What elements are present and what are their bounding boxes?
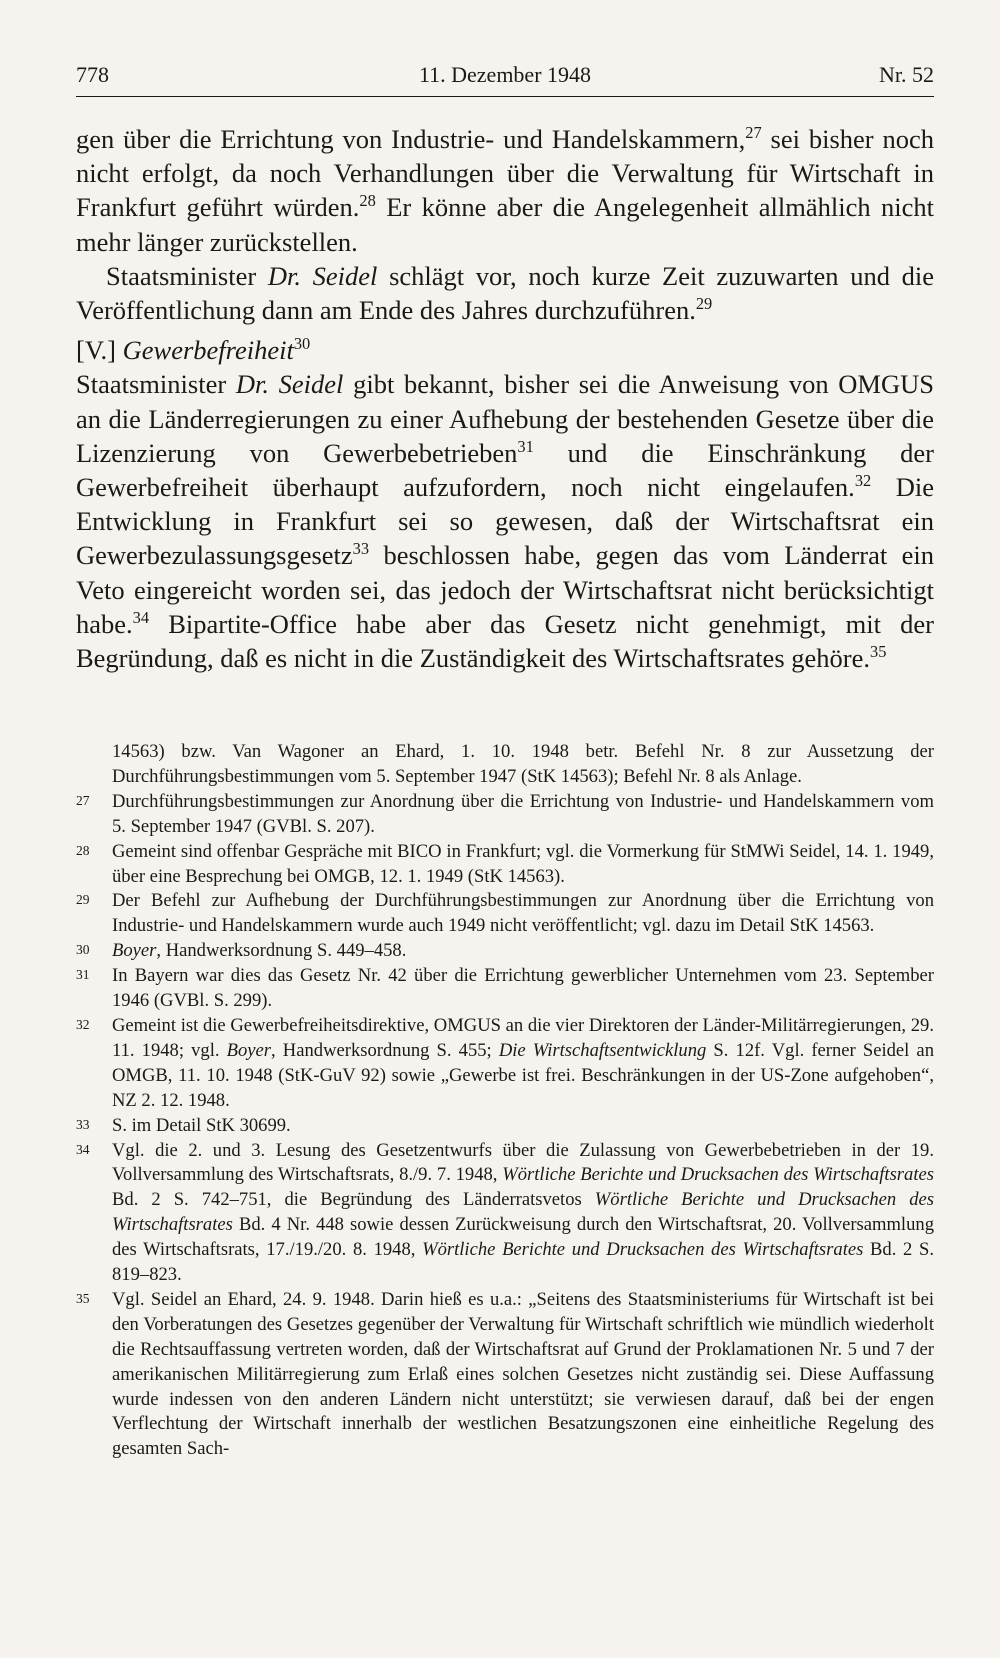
footnote-35 [76, 1288, 934, 1462]
text-span: Staatsminister [76, 369, 236, 400]
footnote-author: Boyer [112, 940, 157, 962]
footnote-30 [76, 939, 934, 964]
footnote-31 [76, 964, 934, 1014]
speaker-name: Dr. Seidel [267, 260, 378, 291]
text-span: und die Einschränkung der Gewerbefreiheit überhaupt aufzufordern, noch nicht eingelaufen. [76, 437, 934, 503]
footnote-work-title: Wörtliche Berichte und Drucksachen des Wirtschaftsrates [112, 1189, 935, 1236]
footnote-ref-31: 31 [517, 436, 534, 456]
text-span: Die Entwicklung in Frankfurt sei so gewesen, daß der Wirtschaftsrat ein Gewerbezulassungsgesetz [76, 472, 934, 571]
footnote-number: 31 [76, 967, 90, 983]
footnote-text: Gemeint sind offenbar Gespräche mit BICO in Frankfurt; vgl. die Vormerkung für StMWi Seidel, 14. 1. 1949, über eine Besprechung bei OMGB, 12. 1. 1949 (StK 14563). [112, 840, 934, 887]
running-head [76, 58, 934, 92]
footnote-work-title: Die Wirtschaftsentwicklung [498, 1039, 707, 1061]
text-span: sei bisher noch nicht erfolgt, da noch Verhandlungen über die Verwaltung für Wirtschaft in Frankfurt geführt würden. [76, 124, 934, 223]
footnote-text: Bd. 2 S. 742–751, die Begründung des Länderratsvetos [112, 1189, 595, 1211]
text-span: Bipartite-Office habe aber das Gesetz nicht genehmigt, mit der Begründung, daß es nicht in die Zuständigkeit des Wirtschaftsrates gehöre. [76, 608, 934, 674]
paragraph-3 [76, 367, 934, 675]
footnote-ref-32: 32 [854, 470, 872, 490]
footnote-text: , Handwerksordnung S. 455; [271, 1039, 499, 1061]
footnote-ref-27: 27 [745, 122, 762, 142]
footnote-ref-30: 30 [293, 334, 311, 354]
footnote-work-title: Wörtliche Berichte und Drucksachen des Wirtschaftsrates [422, 1239, 864, 1261]
footnotes [76, 740, 934, 1462]
text-span: gen über die Errichtung von Industrie- und Handelskammern, [76, 124, 746, 154]
footnote-number: 30 [76, 942, 90, 958]
footnote-continuation: 14563) bzw. Van Wagoner an Ehard, 1. 10. 1948 betr. Befehl Nr. 8 zur Aussetzung der Durchführungsbestimmungen vom 5. September 1947 (StK 14563); Befehl Nr. 8 als Anlage. [112, 741, 934, 787]
footnote-ref-28: 28 [359, 191, 376, 211]
paragraph-2 [76, 259, 934, 327]
footnote-text: Der Befehl zur Aufhebung der Durchführungsbestimmungen zur Anordnung über die Errichtung von Industrie- und Handelskammern wurde auch 1949 nicht veröffentlicht; vgl. dazu im Detail StK 14563. [112, 890, 934, 937]
footnote-work-title: Wörtliche Berichte und Drucksachen des Wirtschaftsrates [502, 1164, 934, 1186]
text-span: schlägt vor, noch kurze Zeit zuzuwarten und die Veröffentlichung dann am Ende des Jahres durchzuführen. [76, 260, 934, 326]
footnote-number: 32 [76, 1016, 90, 1032]
footnote-text: Bd. 4 Nr. 448 sowie dessen Zurückweisung durch den Wirtschaftsrat, 20. Vollversammlung des Wirtschaftsrats, 17./19./20. 8. 1948, [112, 1214, 934, 1261]
footnote-ref-29: 29 [695, 293, 713, 313]
text-span: beschlossen habe, gegen das vom Länderrat ein Veto eingereicht worden sei, das jedoch der Wirtschaftsrat nicht berücksichtigt habe. [76, 540, 934, 639]
footnote-number: 27 [76, 792, 90, 808]
header-date: 11. Dezember 1948 [418, 62, 592, 87]
footnote-33 [76, 1114, 934, 1139]
footnote-text: Vgl. Seidel an Ehard, 24. 9. 1948. Darin hieß es u.a.: „Seitens des Staatsministeriums für Wirtschaft ist bei den Vorberatungen des Gesetzes gegenüber der Verwaltung für Wirtschaft schriftlich wie mündlich wiederholt die Rechtsauffassung vertreten worden, daß der Wirtschaftsrat auf Grund der Proklamationen Nr. 5 und 7 der amerikanischen Militärregierung zum Erlaß eines solchen Gesetzes nicht zuständig sei. Diese Auffassung wurde indessen von den anderen Ländern nicht unterstützt; sie verwiesen darauf, daß bei der engen Verflechtung der Wirtschaft innerhalb der westlichen Besatzungszonen eine einheitliche Regelung des gesamten Sach- [112, 1288, 934, 1460]
footnote-number: 35 [76, 1290, 90, 1306]
section-number: [V.] [76, 335, 123, 366]
footnote-28 [76, 840, 934, 890]
footnote-27 [76, 790, 934, 840]
footnote-text: In Bayern war dies das Gesetz Nr. 42 über die Errichtung gewerblicher Unternehmen vom 23. September 1946 (GVBl. S. 299). [112, 965, 934, 1012]
section-heading [76, 333, 934, 367]
footnote-author: Boyer [226, 1039, 272, 1061]
footnote-text: Bd. 2 S. 819–823. [112, 1239, 934, 1286]
footnote-ref-35: 35 [869, 641, 887, 661]
main-text [76, 122, 934, 675]
footnote-text: Durchführungsbestimmungen zur Anordnung über die Errichtung von Industrie- und Handelskammern vom 5. September 1947 (GVBl. S. 207). [112, 790, 934, 837]
footnote-number: 29 [76, 892, 90, 908]
footnote-ref-34: 34 [132, 607, 150, 627]
header-issue-number: Nr. 52 [879, 62, 934, 87]
footnote-text: Gemeint ist die Gewerbefreiheitsdirektive, OMGUS an die vier Direktoren der Länder-Militärregierungen, 29. 11. 1948; vgl. [112, 1014, 934, 1061]
footnote-text: , Handwerksordnung S. 449–458. [156, 940, 407, 962]
header-rule [76, 96, 934, 97]
footnote-32 [76, 1014, 934, 1114]
footnote-text: Vgl. die 2. und 3. Lesung des Gesetzentwurfs über die Zulassung von Gewerbebetrieben in der 19. Vollversammlung des Wirtschaftsrats, 8./9. 7. 1948, [112, 1139, 934, 1186]
footnote-ref-33: 33 [352, 539, 370, 559]
speaker-name: Dr. Seidel [235, 369, 344, 400]
text-span: Er könne aber die Angelegenheit allmählich nicht mehr länger zurückstellen. [76, 192, 934, 257]
footnote-number: 34 [76, 1141, 90, 1157]
footnote-number: 33 [76, 1116, 90, 1132]
section-title: Gewerbefreiheit [122, 335, 294, 366]
page-number: 778 [76, 62, 109, 87]
paragraph-1 [76, 122, 934, 259]
text-span: gibt bekannt, bisher sei die Anweisung von OMGUS an die Länderregierungen zu einer Aufhebung der bestehenden Gesetze über die Lizenzierung von Gewerbebetrieben [76, 369, 934, 468]
text-span: Staatsminister [106, 260, 268, 291]
footnote-text: S. 12f. Vgl. ferner Seidel an OMGB, 11. 10. 1948 (StK-GuV 92) sowie „Gewerbe ist frei. Beschränkungen in der US-Zone aufgehoben“, NZ 2. 12. 1948. [112, 1039, 934, 1111]
footnote-number: 28 [76, 842, 90, 858]
footnote-34 [76, 1139, 934, 1288]
footnote-text: S. im Detail StK 30699. [112, 1114, 291, 1136]
footnote-29 [76, 889, 934, 939]
